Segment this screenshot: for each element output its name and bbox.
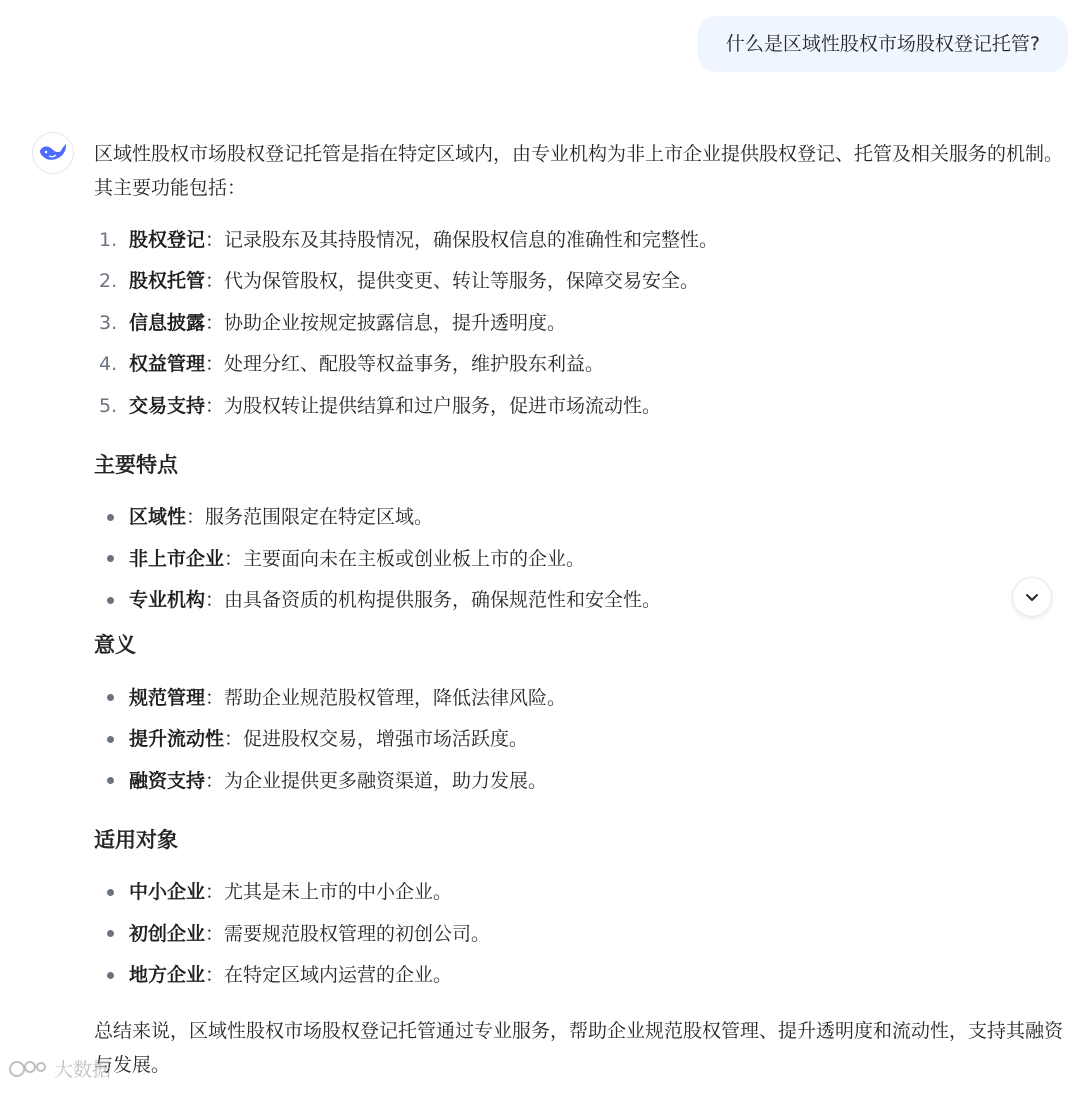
bullet-dot xyxy=(107,514,114,521)
item-separator: ： xyxy=(205,311,225,334)
bullet-list-item xyxy=(94,760,1072,802)
function-list-item xyxy=(94,344,1072,386)
item-separator: ： xyxy=(186,506,206,529)
list-number: 2. xyxy=(99,270,118,293)
list-number: 1. xyxy=(99,228,118,251)
item-description: 服务范围限定在特定区域。 xyxy=(205,506,434,529)
features-list xyxy=(94,497,1072,622)
section-title-features: 主要特点 xyxy=(94,452,178,477)
item-description: 由具备资质的机构提供服务，确保规范性和安全性。 xyxy=(224,589,662,612)
item-separator: ： xyxy=(205,769,225,792)
item-separator: ： xyxy=(205,589,225,612)
bullet-dot xyxy=(107,736,114,743)
item-term: 权益管理 xyxy=(129,353,206,376)
item-separator: ： xyxy=(205,922,225,945)
item-separator: ： xyxy=(205,686,225,709)
bullet-list-item xyxy=(94,872,1072,914)
watermark xyxy=(8,1055,111,1082)
item-term: 区域性 xyxy=(129,506,187,529)
item-separator: ： xyxy=(205,964,225,987)
scroll-to-bottom-button[interactable] xyxy=(1012,577,1052,617)
item-term: 股权登记 xyxy=(129,228,206,251)
bullet-list-item xyxy=(94,677,1072,719)
bullet-dot xyxy=(107,555,114,562)
item-separator: ： xyxy=(224,728,244,751)
item-description: 帮助企业规范股权管理，降低法律风险。 xyxy=(224,686,567,709)
bullet-list-item xyxy=(94,580,1072,622)
item-separator: ： xyxy=(205,394,225,417)
list-number: 5. xyxy=(99,394,118,417)
bullet-dot xyxy=(107,930,114,937)
item-description: 代为保管股权，提供变更、转让等服务，保障交易安全。 xyxy=(224,270,700,293)
item-separator: ： xyxy=(224,547,244,570)
item-description: 记录股东及其持股情况，确保股权信息的准确性和完整性。 xyxy=(224,228,719,251)
item-description: 在特定区域内运营的企业。 xyxy=(224,964,453,987)
watermark-text: 大数据 xyxy=(54,1059,112,1081)
item-term: 规范管理 xyxy=(129,686,206,709)
item-term: 专业机构 xyxy=(129,589,206,612)
item-term: 交易支持 xyxy=(129,394,206,417)
bullet-list-item xyxy=(94,913,1072,955)
item-description: 主要面向未在主板或创业板上市的企业。 xyxy=(243,547,586,570)
watermark-logo-icon xyxy=(8,1057,48,1081)
item-separator: ： xyxy=(205,270,225,293)
item-term: 提升流动性 xyxy=(129,728,225,751)
significance-list xyxy=(94,677,1072,802)
item-description: 为企业提供更多融资渠道，助力发展。 xyxy=(224,769,548,792)
item-description: 为股权转让提供结算和过户服务，促进市场流动性。 xyxy=(224,394,662,417)
function-list-item xyxy=(94,302,1072,344)
bullet-dot xyxy=(107,889,114,896)
user-message-bubble: 什么是区域性股权市场股权登记托管? xyxy=(698,16,1068,72)
bullet-list-item xyxy=(94,955,1072,997)
list-number: 3. xyxy=(99,311,118,334)
bullet-dot xyxy=(107,694,114,701)
item-description: 需要规范股权管理的初创公司。 xyxy=(224,922,491,945)
answer-intro: 区域性股权市场股权登记托管是指在特定区域内，由专业机构为非上市企业提供股权登记、托管及相关服务的机制。其主要功能包括： xyxy=(94,143,1064,199)
item-description: 协助企业按规定披露信息，提升透明度。 xyxy=(224,311,567,334)
function-list xyxy=(94,219,1072,427)
item-separator: ： xyxy=(205,228,225,251)
item-description: 促进股权交易，增强市场活跃度。 xyxy=(243,728,529,751)
bullet-list-item xyxy=(94,538,1072,580)
assistant-avatar xyxy=(32,132,74,174)
deepseek-whale-icon xyxy=(38,142,68,164)
section-title-targets: 适用对象 xyxy=(94,827,178,852)
item-term: 中小企业 xyxy=(129,881,206,904)
bullet-list-item xyxy=(94,719,1072,761)
item-description: 尤其是未上市的中小企业。 xyxy=(224,881,453,904)
list-number: 4. xyxy=(99,353,118,376)
bullet-list-item xyxy=(94,497,1072,539)
item-term: 初创企业 xyxy=(129,922,206,945)
bullet-dot xyxy=(107,972,114,979)
item-term: 融资支持 xyxy=(129,769,206,792)
targets-list xyxy=(94,872,1072,997)
chevron-down-icon xyxy=(1023,588,1041,606)
bullet-dot xyxy=(107,597,114,604)
function-list-item xyxy=(94,385,1072,427)
function-list-item xyxy=(94,219,1072,261)
function-list-item xyxy=(94,261,1072,303)
section-title-significance: 意义 xyxy=(94,633,136,657)
item-separator: ： xyxy=(205,353,225,376)
bullet-dot xyxy=(107,777,114,784)
item-term: 股权托管 xyxy=(129,270,206,293)
item-description: 处理分红、配股等权益事务，维护股东利益。 xyxy=(224,353,605,376)
item-term: 地方企业 xyxy=(129,964,206,987)
item-separator: ： xyxy=(205,881,225,904)
item-term: 非上市企业 xyxy=(129,547,225,570)
item-term: 信息披露 xyxy=(129,311,206,334)
answer-summary: 总结来说，区域性股权市场股权登记托管通过专业服务，帮助企业规范股权管理、提升透明度和流动性，支持其融资与发展。 xyxy=(94,1020,1064,1076)
assistant-answer xyxy=(94,137,1072,1082)
